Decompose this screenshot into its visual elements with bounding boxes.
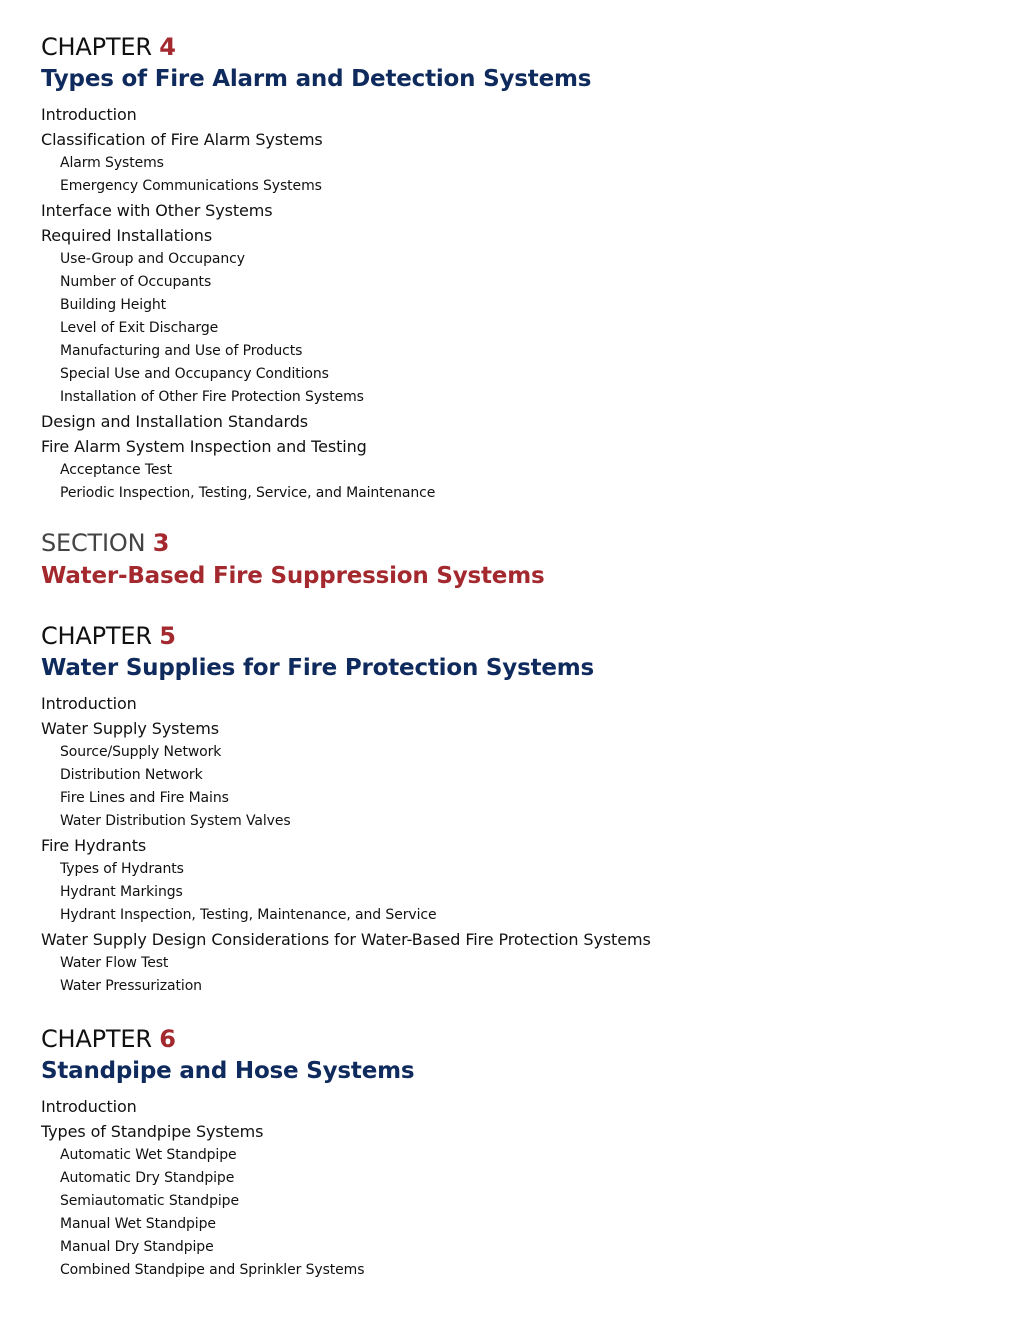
chapter-4-toc-list — [41, 102, 981, 505]
toc-subentry: Manual Wet Standpipe — [60, 1216, 216, 1232]
section-3-heading — [41, 527, 981, 559]
chapter-4-block — [41, 30, 981, 505]
section-3-block — [41, 527, 981, 593]
toc-subentry: Water Distribution System Valves — [60, 813, 291, 829]
toc-subentry: Use-Group and Occupancy — [60, 251, 245, 267]
toc-entry: Introduction — [41, 694, 137, 713]
toc-subentry: Manufacturing and Use of Products — [60, 343, 303, 359]
toc-entry: Introduction — [41, 1097, 137, 1116]
section-3-title: Water-Based Fire Suppression Systems — [41, 563, 545, 589]
toc-entry: Design and Installation Standards — [41, 412, 309, 431]
toc-entry: Introduction — [41, 105, 137, 124]
toc-subentry: Fire Lines and Fire Mains — [60, 790, 229, 806]
toc-subentry: Automatic Wet Standpipe — [60, 1147, 237, 1163]
chapter-number: 4 — [159, 33, 176, 61]
chapter-label: CHAPTER — [41, 622, 152, 650]
toc-subentry: Alarm Systems — [60, 155, 164, 171]
toc-entry: Water Supply Design Considerations for Water-Based Fire Protection Systems — [41, 930, 651, 949]
toc-entry: Fire Alarm System Inspection and Testing — [41, 437, 367, 456]
chapter-4-heading — [41, 30, 981, 64]
toc-subentry: Hydrant Markings — [60, 884, 183, 900]
toc-entry: Fire Hydrants — [41, 836, 147, 855]
chapter-5-toc-list — [41, 691, 981, 998]
chapter-5-block — [41, 619, 981, 998]
toc-subentry: Source/Supply Network — [60, 744, 222, 760]
toc-subentry: Special Use and Occupancy Conditions — [60, 366, 329, 382]
toc-subentry: Periodic Inspection, Testing, Service, and Maintenance — [60, 485, 436, 501]
chapter-6-heading — [41, 1022, 981, 1056]
toc-subentry: Distribution Network — [60, 767, 203, 783]
toc-subentry: Emergency Communications Systems — [60, 178, 322, 194]
chapter-number: 6 — [159, 1025, 176, 1053]
toc-entry: Classification of Fire Alarm Systems — [41, 130, 323, 149]
table-of-contents-page — [41, 30, 981, 1282]
toc-subentry: Water Flow Test — [60, 955, 169, 971]
section-label: SECTION — [41, 529, 146, 557]
toc-subentry: Water Pressurization — [60, 978, 202, 994]
chapter-6-block — [41, 1022, 981, 1282]
toc-subentry: Level of Exit Discharge — [60, 320, 219, 336]
chapter-6-toc-list — [41, 1094, 981, 1282]
toc-entry: Types of Standpipe Systems — [41, 1122, 264, 1141]
section-number: 3 — [152, 529, 170, 557]
toc-entry: Water Supply Systems — [41, 719, 219, 738]
toc-subentry: Hydrant Inspection, Testing, Maintenance, and Service — [60, 907, 437, 923]
toc-subentry: Number of Occupants — [60, 274, 212, 290]
toc-subentry: Manual Dry Standpipe — [60, 1239, 214, 1255]
toc-subentry: Combined Standpipe and Sprinkler Systems — [60, 1262, 365, 1278]
chapter-label: CHAPTER — [41, 1025, 152, 1053]
toc-subentry: Building Height — [60, 297, 167, 313]
toc-subentry: Semiautomatic Standpipe — [60, 1193, 239, 1209]
chapter-6-title: Standpipe and Hose Systems — [41, 1058, 415, 1084]
chapter-5-heading — [41, 619, 981, 653]
toc-entry: Required Installations — [41, 226, 213, 245]
toc-subentry: Acceptance Test — [60, 462, 172, 478]
toc-subentry: Automatic Dry Standpipe — [60, 1170, 235, 1186]
chapter-5-title: Water Supplies for Fire Protection Systems — [41, 655, 595, 681]
toc-subentry: Types of Hydrants — [60, 861, 184, 877]
chapter-label: CHAPTER — [41, 33, 152, 61]
toc-entry: Interface with Other Systems — [41, 201, 273, 220]
toc-subentry: Installation of Other Fire Protection Systems — [60, 389, 364, 405]
chapter-number: 5 — [159, 622, 176, 650]
chapter-4-title: Types of Fire Alarm and Detection Systems — [41, 66, 592, 92]
